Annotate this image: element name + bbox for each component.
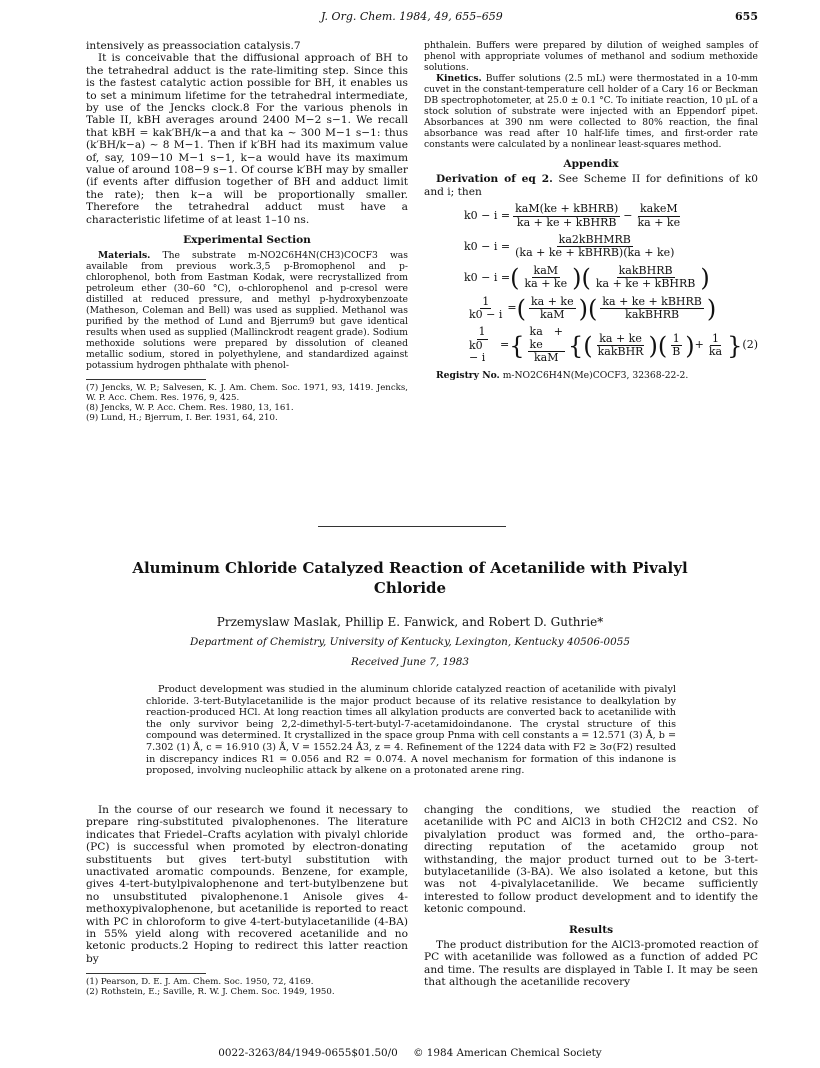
eq-numerator: 1	[712, 331, 719, 345]
eq-numerator: kakBHRB	[618, 263, 673, 277]
article-title: Aluminum Chloride Catalyzed Reaction of Acetanilide with Pivalyl Chloride	[132, 559, 688, 597]
article-divider	[318, 526, 506, 527]
eq-fraction	[529, 296, 576, 322]
equation-number: (2)	[742, 338, 758, 352]
equation-1	[424, 203, 758, 229]
intro-paragraph: In the course of our research we found it necessary to prepare ring-substituted pivalophenones. The literature indicates that Friedel–Crafts acylation with pivalyl chloride (PC) is successful when promoted by electron-donating substituents but gives tert-butyl substitution with unactivated aromatic compounds. Benzene, for example, gives 4-tert-butylpivalophenone and tert-butylbenzene but no unsubstituted pivalophenone.1 Anisole gives 4-methoxypivalophenone, but acetanilide is reported to react with PC in chloroform to give 4-tert-butylacetanilide (4-BA) in 55% yield along with recovered acetanilide and no ketonic products.2 Hoping to redirect this latter reaction by	[86, 804, 408, 965]
journal-citation: J. Org. Chem. 1984, 49, 655–659	[321, 10, 503, 23]
eq-numerator: ka + ke	[529, 325, 563, 351]
footnote: (9) Lund, H.; Bjerrum, I. Ber. 1931, 64, 210.	[86, 413, 278, 424]
eq-lhs: k0 − i =	[464, 270, 511, 284]
equation-3	[424, 265, 758, 291]
article-code: 0022-3263/84/1949-0655$01.50/0	[218, 1047, 398, 1059]
paren-open: (	[516, 294, 526, 323]
eq-equals: =	[507, 301, 517, 315]
registry-text: m-NO2C6H4N(Me)COCF3, 32368-22-2.	[502, 369, 689, 381]
results-paragraph: The product distribution for the AlCl3-promoted reaction of PC with acetanilide was followed as a function of added PC and time. The results are displayed in Table I. It may be seen that although the acetanilide recovery	[424, 939, 758, 989]
eq-fraction	[522, 265, 569, 291]
paren-open: (	[657, 331, 668, 360]
results-heading: Results	[568, 923, 614, 936]
appendix-heading: Appendix	[563, 158, 619, 170]
eq-numerator: ka + ke + kBHRB	[602, 294, 702, 308]
paren-close: )	[706, 294, 717, 323]
eq-denominator: k0 − i	[469, 338, 486, 365]
eq-numerator: kakeM	[639, 202, 678, 216]
eq-fraction	[513, 203, 620, 229]
registry-label: Registry No.	[436, 369, 500, 381]
kinetics-text: Buffer solutions (2.5 mL) were thermostated in a 10-mm cuvet in the constant-temperature cell holder of a Cary 16 or Beckman DB spectrophotometer, at 25.0 ± 0.1 °C. To initiate reaction, 10 μL of a stock solution of substrate were injected with an Eppendorf pipet. Absorbances at 390 nm were collected to 80% reaction, the final absorbance was read after 10 half-life times, and first-order rate constants were calculated by a nonlinear least-squares method.	[424, 73, 758, 150]
eq-fraction	[467, 296, 504, 322]
eq-fraction	[707, 333, 724, 359]
eq-denominator: ka + ke	[637, 215, 681, 229]
eq-denominator: ka + ke + kBHRB	[595, 277, 696, 291]
abstract: Product development was studied in the aluminum chloride catalyzed reaction of acetanilide with pivalyl chloride. 3-tert-Butylacetanilide is the major product because of its relative resistance to dealkylation by reaction-produced HCl. At long reaction times all alkylation products are converted back to acetanilide with the only survivor being 2,2-dimethyl-5-tert-butyl-7-acetamidoindanone. The crystal structure of this compound was determined. It crystallized in the space group Pnma with cell constants a = 12.571 (3) Å, b = 7.302 (1) Å, c = 16.910 (3) Å, V = 1552.24 Å3, z = 4. Refinement of the 1224 data with F2 ≥ 3σ(F2) resulted in discrepancy indices R1 = 0.056 and R2 = 0.074. A novel mechanism for formation of this indanone is proposed, involving nucleophilic attack by alkene on a protonated arene ring.	[146, 684, 676, 777]
eq-numerator: 1	[478, 325, 486, 339]
eq-denominator: kaM	[533, 351, 559, 365]
paren-close: )	[578, 294, 588, 323]
intro-continued: changing the conditions, we studied the reaction of acetanilide with PC and AlCl3 in both CH2Cl2 and CS2. No pivalylation product was formed and, the ortho–para-directing reputation of the acetamido group not withstanding, the major product turned out to be 3-tert-butylacetanilide (3-BA). We also isolated a ketone, but this was not 4-pivalylacetanilide. We became sufficiently interested to follow product development and to identify the ketonic compound.	[424, 804, 758, 916]
page-number: 655	[735, 10, 758, 23]
eq-fraction	[594, 265, 698, 291]
paren-close: )	[700, 263, 710, 292]
eq-operator: −	[623, 208, 633, 222]
footnote: (8) Jencks, W. P. Acc. Chem. Res. 1980, 13, 161.	[86, 402, 294, 413]
eq-fraction	[467, 326, 497, 364]
copyright: © 1984 American Chemical Society	[413, 1047, 602, 1059]
eq-numerator: 1	[482, 294, 490, 308]
brace-close: }	[727, 331, 743, 360]
eq-equals: =	[500, 338, 510, 352]
equation-4	[424, 296, 758, 322]
eq-fraction	[670, 333, 682, 359]
eq-numerator: 1	[672, 331, 680, 345]
eq-numerator: kaM	[533, 263, 559, 277]
article-authors: Przemyslaw Maslak, Phillip E. Fanwick, and Robert D. Guthrie*	[216, 615, 604, 629]
materials-label: Materials.	[98, 249, 151, 261]
derivation-text: See Scheme II for definitions of k0 and i; then	[424, 173, 758, 198]
derivation-label: Derivation of eq 2.	[436, 173, 553, 186]
bottom-left-column	[86, 804, 408, 998]
eq-lhs: k0 − i =	[464, 208, 511, 222]
eq-numerator: kaM(ke + kBHRB)	[515, 202, 619, 216]
eq-numerator: ka2kBHMRB	[558, 233, 631, 247]
footnote-rule	[86, 379, 206, 380]
paren-open: (	[510, 263, 520, 292]
brace-open: {	[567, 331, 584, 360]
article-affiliation: Department of Chemistry, University of Kentucky, Lexington, Kentucky 40506-0055	[190, 636, 630, 648]
eq-numerator: ka + ke	[599, 331, 642, 345]
eq-denominator: kaM	[540, 308, 565, 322]
eq-fraction	[513, 234, 676, 260]
footnote: (7) Jencks, W. P.; Salvesen, K. J. Am. Chem. Soc. 1971, 93, 1419. Jencks, W. P. Acc. Chem. Res. 1976, 9, 425.	[86, 382, 408, 403]
paragraph: It is conceivable that the diffusional approach of BH to the tetrahedral adduct is the rate-limiting step. Since this is the fastest catalytic action possible for BH, it enables us to set a minimum lifetime for the tetrahedral intermediate, by use of the Jencks clock.8 For the various phenols in Table II, kBH averages around 2400 M−2 s−1. We recall that kBH = kak′BH/k−a and that ka ∼ 300 M−1 s−1: thus (k′BH/k−a) ∼ 8 M−1. Then if k′BH had its maximum value of, say, 109−10 M−1 s−1, k−a would have its maximum value of around 108−9 s−1. Of course k′BH may by smaller (if events after diffusion together of BH and adduct limit the rate); then k−a will be proportionally smaller. Therefore the tetrahedral adduct must have a characteristic lifetime of at least 1–10 ns.	[86, 52, 408, 226]
materials-paragraph	[86, 250, 408, 371]
eq-denominator: (ka + ke + kBHRB)(ka + ke)	[515, 246, 675, 260]
eq-denominator: ka + ke + kBHRB	[516, 215, 617, 229]
eq-numerator: ka + ke	[531, 294, 574, 308]
eq-denominator: ka + ke	[524, 277, 568, 291]
experimental-heading: Experimental Section	[183, 234, 311, 247]
eq-denominator: kakBHRB	[625, 308, 680, 322]
eq-fraction	[596, 333, 646, 359]
eq-lhs: k0 − i =	[464, 239, 511, 253]
materials-text: The substrate m-NO2C6H4N(CH3)COCF3 was available from previous work.3,5 p-Bromophenol and p-chlorophenol, both from Eastman Kodak, were recrystallized from petroleum ether (30–60 °C), o-chlorophenol and p-cresol were distilled at reduced pressure, and methyl p-hydroxybenzoate (Matheson, Coleman and Bell) was used as supplied. Methanol was purified by the method of Lund and Bjerrum9 but gave identical results when used as supplied (Mallinckrodt reagent grade). Sodium methoxide solutions were prepared by dissolution of cleaned metallic sodium, stored in polyethylene, and standardized against potassium hydrogen phthalate with phenol-	[86, 249, 408, 371]
paren-open: (	[583, 331, 593, 360]
equations	[424, 203, 758, 364]
paren-close: )	[685, 331, 695, 360]
paren-open: (	[587, 294, 598, 323]
kinetics-label: Kinetics.	[436, 73, 482, 84]
eq-fraction	[636, 203, 683, 229]
eq-denominator: k0 − i	[469, 308, 503, 322]
derivation-paragraph	[424, 173, 758, 198]
paren-open: (	[581, 263, 591, 292]
equation-2	[424, 234, 758, 260]
footnote: (2) Rothstein, E.; Saville, R. W. J. Chem. Soc. 1949, 1950.	[86, 987, 335, 998]
eq-denominator: ka	[708, 345, 723, 359]
top-right-column	[424, 40, 758, 381]
bottom-right-column	[424, 804, 758, 989]
kinetics-paragraph	[424, 73, 758, 150]
eq-denominator: kakBHR	[597, 345, 644, 359]
paragraph: intensively as preassociation catalysis.7	[86, 40, 301, 52]
footnote-rule	[86, 973, 206, 974]
registry-line	[424, 370, 758, 381]
footnote: (1) Pearson, D. E. J. Am. Chem. Soc. 1950, 72, 4169.	[86, 977, 314, 988]
brace-open: {	[509, 331, 525, 360]
running-header	[86, 8, 758, 26]
paren-close: )	[572, 263, 582, 292]
paren-close: )	[648, 331, 658, 360]
eq-denominator: B	[672, 345, 681, 359]
equation-5	[424, 326, 758, 364]
eq-fraction	[600, 296, 704, 322]
eq-fraction	[528, 326, 565, 364]
top-left-column	[86, 40, 408, 423]
materials-continued: phthalein. Buffers were prepared by dilution of weighed samples of phenol with appropriate volumes of methanol and sodium methoxide solutions.	[424, 40, 758, 73]
page-footer	[110, 1047, 710, 1059]
eq-operator: +	[694, 338, 704, 352]
received-date: Received June 7, 1983	[351, 656, 469, 668]
